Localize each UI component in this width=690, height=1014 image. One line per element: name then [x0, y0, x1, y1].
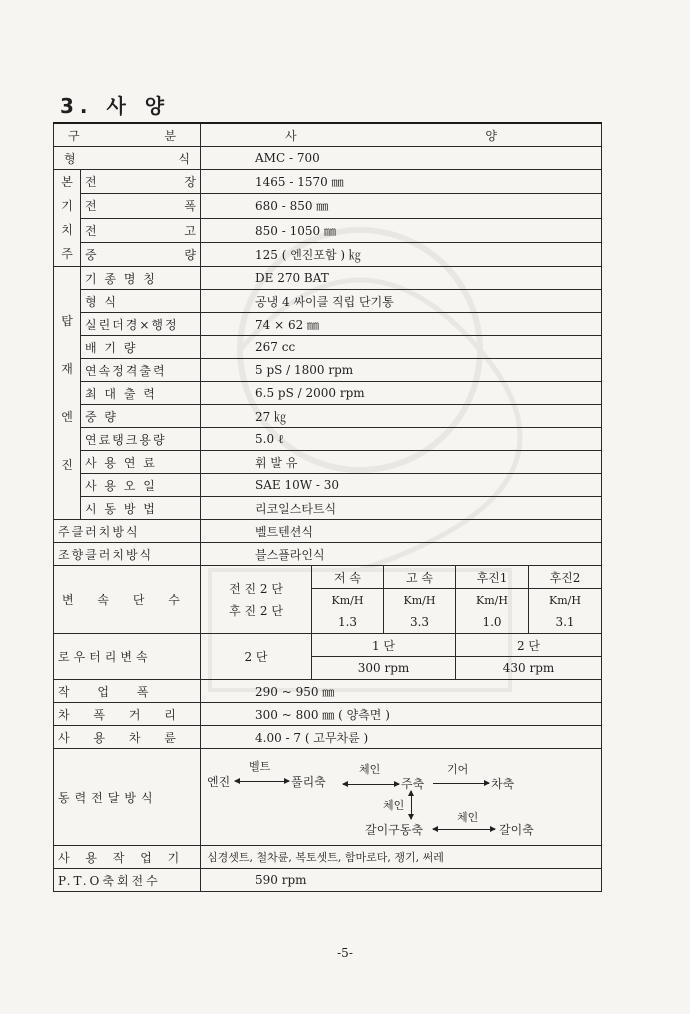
power-train-diagram — [201, 749, 602, 846]
continuous-output-label: 연속정격출력 — [81, 359, 201, 382]
steering-clutch-value: 블스플라인식 — [201, 543, 602, 566]
table-row — [54, 313, 602, 336]
track-value: 300 ~ 800 ㎜ ( 양측면 ) — [201, 703, 602, 726]
table-row — [54, 170, 602, 194]
oil-label: 사 용 오 일 — [81, 474, 201, 497]
body-height-value: 850 - 1050 ㎜ — [201, 218, 602, 242]
gear-high-speed: 3.3 — [384, 611, 456, 634]
gear-rev1-name: 후진1 — [456, 566, 529, 589]
table-row — [54, 726, 602, 749]
flow-tiller-shaft: 갈이축 — [499, 823, 534, 837]
engine-group-label: 탑 재 엔 진 — [54, 267, 81, 520]
chain-arrow-icon — [343, 784, 399, 785]
engine-type-label: 형 식 — [81, 290, 201, 313]
body-length-value: 1465 - 1570 ㎜ — [201, 170, 602, 194]
displacement-label: 배 기 량 — [81, 336, 201, 359]
rotary-gear1-rpm: 300 rpm — [312, 657, 456, 680]
implements-label: 사 용 작 업 기 — [54, 846, 201, 869]
table-row — [54, 428, 602, 451]
table-row — [54, 290, 602, 313]
power-train-label: 동력전달방식 — [54, 749, 201, 846]
flow-tiller-drive-shaft: 갈이구동축 — [365, 823, 423, 837]
table-row — [54, 242, 602, 266]
body-group-label: 본 기 치 주 — [54, 170, 81, 267]
body-height-label: 전 고 — [81, 218, 201, 242]
body-weight-value: 125 ( 엔진포함 ) ㎏ — [201, 242, 602, 266]
flow-chain2-label: 체인 — [383, 799, 405, 812]
flow-belt-label: 벨트 — [249, 760, 271, 773]
rotary-gear2-name: 2 단 — [456, 634, 602, 657]
gear-rev2-name: 후진2 — [529, 566, 602, 589]
start-method-label: 시 동 방 법 — [81, 497, 201, 520]
engine-model-value: DE 270 BAT — [201, 267, 602, 290]
gear-rev2-unit: Km/H — [529, 589, 602, 612]
vertical-chain-arrow-icon — [411, 791, 412, 819]
main-clutch-value: 벨트텐션식 — [201, 520, 602, 543]
gear-high-unit: Km/H — [384, 589, 456, 612]
start-method-value: 리코일스타트식 — [201, 497, 602, 520]
displacement-value: 267 cc — [201, 336, 602, 359]
tiller-chain-arrow-icon — [433, 829, 495, 830]
table-row — [54, 405, 602, 428]
rotary-label: 로우터리변속 — [54, 634, 201, 680]
continuous-output-value: 5 pS / 1800 rpm — [201, 359, 602, 382]
table-row — [54, 680, 602, 703]
table-row — [54, 336, 602, 359]
flow-gear-label: 기어 — [447, 763, 469, 776]
bore-stroke-label: 실린더경×행정 — [81, 313, 201, 336]
engine-weight-label: 중 량 — [81, 405, 201, 428]
body-length-label: 전 장 — [81, 170, 201, 194]
fuel-value: 휘 발 유 — [201, 451, 602, 474]
rotary-steps: 2 단 — [201, 634, 312, 680]
table-row — [54, 359, 602, 382]
table-row — [54, 749, 602, 846]
bore-stroke-value: 74 × 62 ㎜ — [201, 313, 602, 336]
table-row — [54, 566, 602, 589]
table-row — [54, 194, 602, 218]
engine-type-value: 공냉 4 싸이클 직립 단기통 — [201, 290, 602, 313]
steering-clutch-label: 조향클러치방식 — [54, 543, 201, 566]
engine-weight-value: 27 ㎏ — [201, 405, 602, 428]
belt-arrow-icon — [235, 781, 289, 782]
flow-main-shaft: 주축 — [401, 777, 425, 791]
gear-rev2-speed: 3.1 — [529, 611, 602, 634]
work-width-value: 290 ~ 950 ㎜ — [201, 680, 602, 703]
gear-rev1-speed: 1.0 — [456, 611, 529, 634]
table-row — [54, 451, 602, 474]
table-row — [54, 846, 602, 869]
gear-low-speed: 1.3 — [312, 611, 384, 634]
table-row — [54, 520, 602, 543]
table-header-row — [54, 123, 602, 147]
table-row — [54, 474, 602, 497]
flow-engine: 엔진 — [207, 775, 231, 789]
fuel-tank-label: 연료탱크용량 — [81, 428, 201, 451]
table-row — [54, 147, 602, 170]
max-output-label: 최 대 출 력 — [81, 382, 201, 405]
pto-label: P.T.O축회전수 — [54, 869, 201, 892]
table-row — [54, 703, 602, 726]
tire-label: 사 용 차 륜 — [54, 726, 201, 749]
table-row — [54, 267, 602, 290]
main-clutch-label: 주클러치방식 — [54, 520, 201, 543]
header-spec: 사 양 — [201, 123, 602, 147]
flow-axle: 차축 — [491, 777, 515, 791]
transmission-label: 변 속 단 수 — [54, 566, 201, 634]
gear-arrow-icon — [433, 783, 489, 784]
table-row — [54, 218, 602, 242]
table-row — [54, 382, 602, 405]
max-output-value: 6.5 pS / 2000 rpm — [201, 382, 602, 405]
flow-chain1-label: 체인 — [359, 763, 381, 776]
rotary-gear2-rpm: 430 rpm — [456, 657, 602, 680]
gear-rev1-unit: Km/H — [456, 589, 529, 612]
table-row — [54, 497, 602, 520]
spec-table — [53, 122, 602, 892]
oil-value: SAE 10W - 30 — [201, 474, 602, 497]
section-title: 3. 사 양 — [60, 94, 171, 118]
body-width-label: 전 폭 — [81, 194, 201, 218]
implements-value: 심경셋트, 철차륜, 복토셋트, 함마로타, 쟁기, 써레 — [201, 846, 602, 869]
work-width-label: 작 업 폭 — [54, 680, 201, 703]
flow-chain3-label: 체인 — [457, 811, 479, 824]
fuel-label: 사 용 연 료 — [81, 451, 201, 474]
engine-model-label: 기 종 명 칭 — [81, 267, 201, 290]
rotary-gear1-name: 1 단 — [312, 634, 456, 657]
body-width-value: 680 - 850 ㎜ — [201, 194, 602, 218]
pto-value: 590 rpm — [201, 869, 602, 892]
table-row — [54, 869, 602, 892]
gear-high-name: 고 속 — [384, 566, 456, 589]
body-weight-label: 중 량 — [81, 242, 201, 266]
flow-pulley-shaft: 풀리축 — [291, 775, 326, 789]
transmission-steps: 전 진 2 단 후 진 2 단 — [201, 566, 312, 634]
model-value: AMC - 700 — [201, 147, 602, 170]
fuel-tank-value: 5.0 ℓ — [201, 428, 602, 451]
table-row — [54, 543, 602, 566]
table-row — [54, 634, 602, 657]
model-label: 형 식 — [54, 147, 201, 170]
tire-value: 4.00 - 7 ( 고무차륜 ) — [201, 726, 602, 749]
track-label: 차 폭 거 리 — [54, 703, 201, 726]
gear-low-name: 저 속 — [312, 566, 384, 589]
gear-low-unit: Km/H — [312, 589, 384, 612]
page-number: -5- — [337, 946, 353, 960]
header-category: 구 분 — [54, 123, 201, 147]
